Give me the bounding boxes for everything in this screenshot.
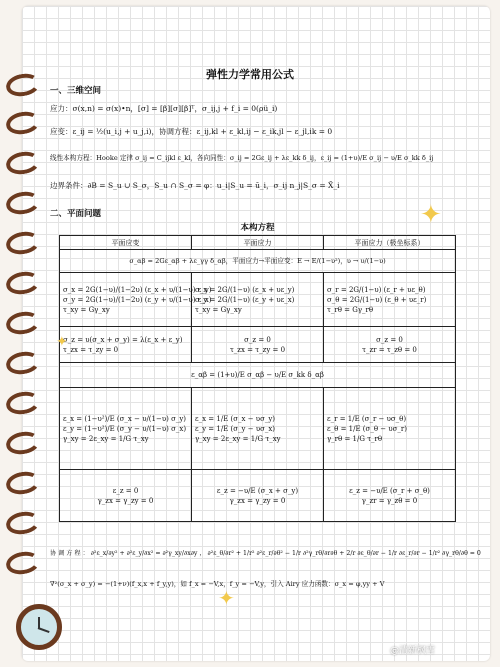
formula: τ_xy = Gγ_xy	[195, 305, 242, 314]
boundary-formula: 边界条件：∂B = S_u ∪ S_σ，S_u ∩ S_σ = φ：u_i|S_u = ū_i，σ_ij n_j|S_σ = X̄_i	[50, 181, 340, 190]
formula: γ_xy = 2ε_xy = 1/G τ_xy	[195, 434, 281, 443]
formula: ε_x = (1−υ²)/E (σ_x − υ/(1−υ) σ_y)	[63, 414, 187, 423]
plane-strain-ez-cell	[60, 470, 192, 522]
formula: τ_rθ = Gγ_rθ	[327, 305, 374, 314]
formula: σ_z = υ(σ_x + σ_y) = λ(ε_x + ε_y)	[63, 335, 183, 344]
formula: σ_x = 2G(1−υ)/(1−2υ) (ε_x + υ/(1−υ) ε_y)	[63, 285, 212, 294]
formula: γ_xy = 2ε_xy = 1/G τ_xy	[63, 434, 149, 443]
strain-formula: 应变：ε_ij = ½(u_i,j + u_j,i)，协调方程：ε_ij,kl + ε_kl,ij − ε_ik,jl − ε_jl,ik = 0	[50, 127, 333, 136]
header-plane-strain: 平面应变	[60, 236, 192, 250]
general-constitutive: σ_αβ = 2Gε_αβ + λε_γγ δ_αβ，平面应力→平面应变：E → E/(1−υ²)，υ → υ/(1−υ)	[60, 250, 456, 273]
formula: γ_zr = γ_zθ = 0	[361, 496, 418, 505]
plane-stress-strain-cell	[192, 388, 324, 470]
section-heading-plane: 二、平面问题	[50, 209, 102, 219]
watermark: @清新枫雪	[390, 646, 436, 656]
formula: σ_r = 2G/(1−υ) (ε_r + υε_θ)	[327, 285, 426, 294]
plane-strain-z-cell	[60, 327, 192, 363]
formula: γ_zx = γ_zy = 0	[97, 496, 154, 505]
section-heading-3d: 一、三维空间	[50, 86, 102, 96]
plane-stress-stress-cell	[192, 273, 324, 327]
formula: ε_z = 0	[112, 486, 139, 495]
sparkle-icon: ✦	[218, 586, 235, 610]
formula: σ_y = 2G(1−υ)/(1−2υ) (ε_y + υ/(1−υ) ε_x)	[63, 295, 212, 304]
header-plane-stress: 平面应力	[192, 236, 324, 250]
formula: τ_zx = τ_zy = 0	[229, 345, 286, 354]
page-title: 弹性力学常用公式	[206, 68, 294, 81]
formula: ε_z = −υ/E (σ_x + σ_y)	[216, 486, 299, 495]
formula: σ_θ = 2G/(1−υ) (ε_θ + υε_r)	[327, 295, 427, 304]
formula: τ_xy = Gγ_xy	[63, 305, 110, 314]
formula: ε_y = 1/E (σ_y − υσ_x)	[195, 424, 276, 433]
formula: ε_y = (1−υ²)/E (σ_y − υ/(1−υ) σ_x)	[63, 424, 187, 433]
airy-function-line: ∇²(σ_x + σ_y) = −(1+ν)(f_x,x + f_y,y)，如 f_x = −V,x，f_y = −V,y，引入 Airy 应力函数：σ_x = φ,yy + V	[50, 580, 385, 588]
polar-ez-cell	[324, 470, 456, 522]
constitutive-formula: 线性本构方程：Hooke 定律 σ_ij = C_ijkl ε_kl，各向同性：σ_ij = 2Gε_ij + λε_kk δ_ij，ε_ij = (1+υ)/E σ_ij − υ/E σ_kk δ_ij	[50, 154, 434, 162]
formula: γ_rθ = 1/G τ_rθ	[327, 434, 383, 443]
plane-stress-z-cell	[192, 327, 324, 363]
formula: τ_zr = τ_zθ = 0	[362, 345, 417, 354]
formula: σ_y = 2G/(1−υ) (ε_y + υε_x)	[195, 295, 295, 304]
formula: σ_x = 2G/(1−υ) (ε_x + υε_y)	[195, 285, 295, 294]
formula: τ_zx = τ_zy = 0	[63, 345, 119, 354]
formula: γ_zx = γ_zy = 0	[229, 496, 286, 505]
plane-strain-stress-cell	[60, 273, 212, 327]
formula: σ_z = 0	[244, 335, 271, 344]
plane-strain-strain-cell	[60, 388, 192, 470]
constitutive-table	[59, 221, 456, 522]
inverse-constitutive: ε_αβ = (1+υ)/E σ_αβ − υ/E σ_kk δ_αβ	[60, 363, 456, 388]
clock-icon	[16, 604, 62, 650]
polar-strain-cell	[324, 388, 456, 470]
sparkle-icon: ✦	[420, 200, 442, 230]
formula: ε_θ = 1/E (σ_θ − υσ_r)	[327, 424, 407, 433]
stress-formula: 应力：σ(x,n) = σ(x)•n，[σ] = [β][σ][β]ᵀ，σ_ij,j + f_i = 0(ρü_i)	[50, 104, 278, 113]
formula: ε_z = −υ/E (σ_r + σ_θ)	[349, 486, 430, 495]
header-plane-stress-polar: 平面应力（极坐标系）	[324, 236, 456, 250]
formula: σ_z = 0	[376, 335, 403, 344]
formula: ε_x = 1/E (σ_x − υσ_y)	[195, 414, 276, 423]
plane-stress-ez-cell	[192, 470, 324, 522]
polar-z-cell	[324, 327, 456, 363]
sparkle-icon: ✦	[56, 334, 68, 350]
formula: ε_r = 1/E (σ_r − υσ_θ)	[327, 414, 407, 423]
polar-stress-cell	[324, 273, 456, 327]
table-caption: 本构方程	[240, 223, 275, 233]
compatibility-equation: 协 调 方 程 ： ∂²ε_x/∂y² + ∂²ε_y/∂x² = ∂²γ_xy/∂x∂y ， ∂²ε_θ/∂r² + 1/r² ∂²ε_r/∂θ² − 1/r ∂²γ_rθ/∂r∂θ + 2/r ∂ε_θ/∂r − 1/r ∂ε_r/∂r − 1/r² ∂γ_rθ/∂θ = 0	[50, 550, 481, 557]
